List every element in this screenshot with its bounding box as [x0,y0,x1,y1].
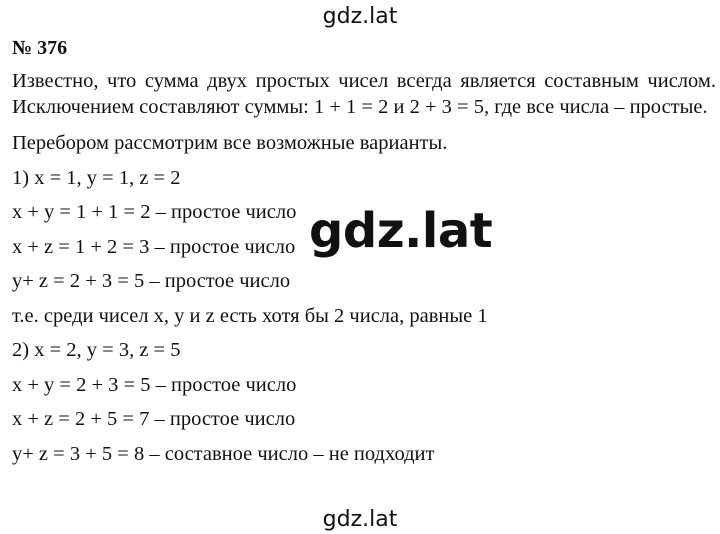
solution-line: Перебором рассмотрим все возможные варианты. [12,132,448,154]
solution-line: x + z = 2 + 5 = 7 – простое число [12,408,296,430]
solution-line: 2) x = 2, y = 3, z = 5 [12,339,181,361]
solution-line: x + y = 2 + 3 = 5 – простое число [12,373,297,396]
solution-line: x + y = 1 + 1 = 2 – простое число [12,201,297,223]
problem-number: № 376 [12,37,68,59]
solution-line: y+ z = 3 + 5 = 8 – составное число – не подходит [12,442,435,465]
watermark-top: gdz.lat [322,4,398,29]
solution-line: 1) x = 1, y = 1, z = 2 [12,166,181,189]
watermark-center: gdz.lat [309,203,493,259]
solution-line: x + z = 1 + 2 = 3 – простое число [12,235,296,258]
intro-paragraph: Известно, что сумма двух простых чисел всегда является составным числом. Исключением составляют суммы: 1 + 1 = 2 и 2 + 3 = 5, где все числа – простые. [12,70,716,118]
watermark-bottom: gdz.lat [322,507,398,532]
solution-line: т.е. среди чисел x, y и z есть хотя бы 2 числа, равные 1 [12,304,488,327]
solution-line: y+ z = 2 + 3 = 5 – простое число [12,270,291,292]
